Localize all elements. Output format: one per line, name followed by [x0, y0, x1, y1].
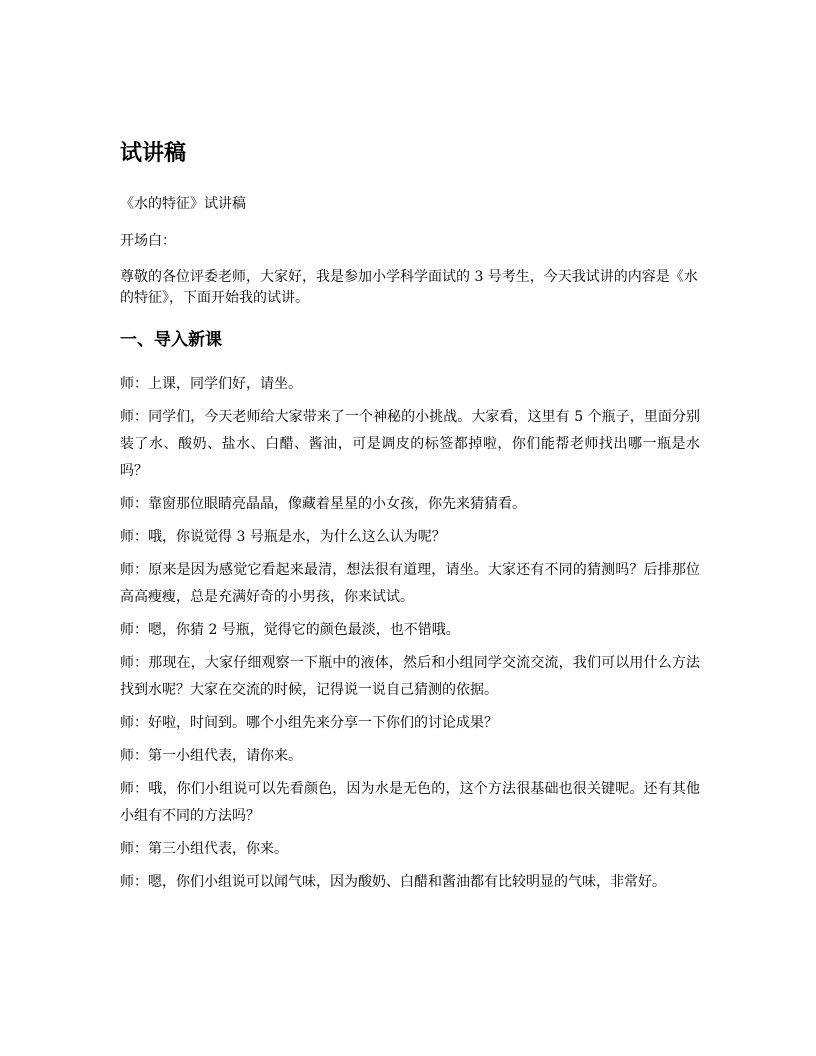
dialogue-line: 师：上课，同学们好，请坐。 — [120, 376, 302, 392]
dialogue-line: 师：那现在，大家仔细观察一下瓶中的液体，然后和小组同学交流交流，我们可以用什么方法找到水呢？大家在交流的时候，记得说一说自己猜测的依据。 — [120, 655, 700, 698]
section-heading: 一、导入新课 — [120, 330, 222, 350]
dialogue-line: 师：第三小组代表，你来。 — [120, 841, 288, 857]
dialogue-line: 师：同学们，今天老师给大家带来了一个神秘的小挑战。大家看，这里有 5 个瓶子，里面分别装了水、酸奶、盐水、白醋、酱油，可是调皮的标签都掉啦，你们能帮老师找出哪一瓶是水吗？ — [120, 409, 700, 479]
opener-label: 开场白： — [120, 233, 176, 249]
dialogue-list — [120, 371, 700, 902]
dialogue-line: 师：第一小组代表，请你来。 — [120, 748, 302, 764]
dialogue-line: 师：哦，你说觉得 3 号瓶是水，为什么这么认为呢？ — [120, 529, 446, 545]
dialogue-line: 师：好啦，时间到。哪个小组先来分享一下你们的讨论成果？ — [120, 715, 498, 731]
dialogue-line: 师：原来是因为感觉它看起来最清，想法很有道理，请坐。大家还有不同的猜测吗？后排那位高高瘦瘦，总是充满好奇的小男孩，你来试试。 — [120, 562, 700, 605]
lesson-subtitle: 《水的特征》试讲稿 — [120, 196, 246, 212]
dialogue-line: 师：靠窗那位眼睛亮晶晶，像藏着星星的小女孩，你先来猜猜看。 — [120, 496, 526, 512]
dialogue-line: 师：嗯，你们小组说可以闻气味，因为酸奶、白醋和酱油都有比较明显的气味，非常好。 — [120, 874, 666, 890]
document-title: 试讲稿 — [120, 141, 187, 166]
opener-paragraph: 尊敬的各位评委老师，大家好，我是参加小学科学面试的 3 号考生，今天我试讲的内容是《水的特征》，下面开始我的试讲。 — [120, 269, 698, 306]
dialogue-line: 师：嗯，你猜 2 号瓶，觉得它的颜色最淡，也不错哦。 — [120, 622, 460, 638]
dialogue-line: 师：哦，你们小组说可以先看颜色，因为水是无色的，这个方法很基础也很关键呢。还有其他小组有不同的方法吗？ — [120, 781, 700, 824]
